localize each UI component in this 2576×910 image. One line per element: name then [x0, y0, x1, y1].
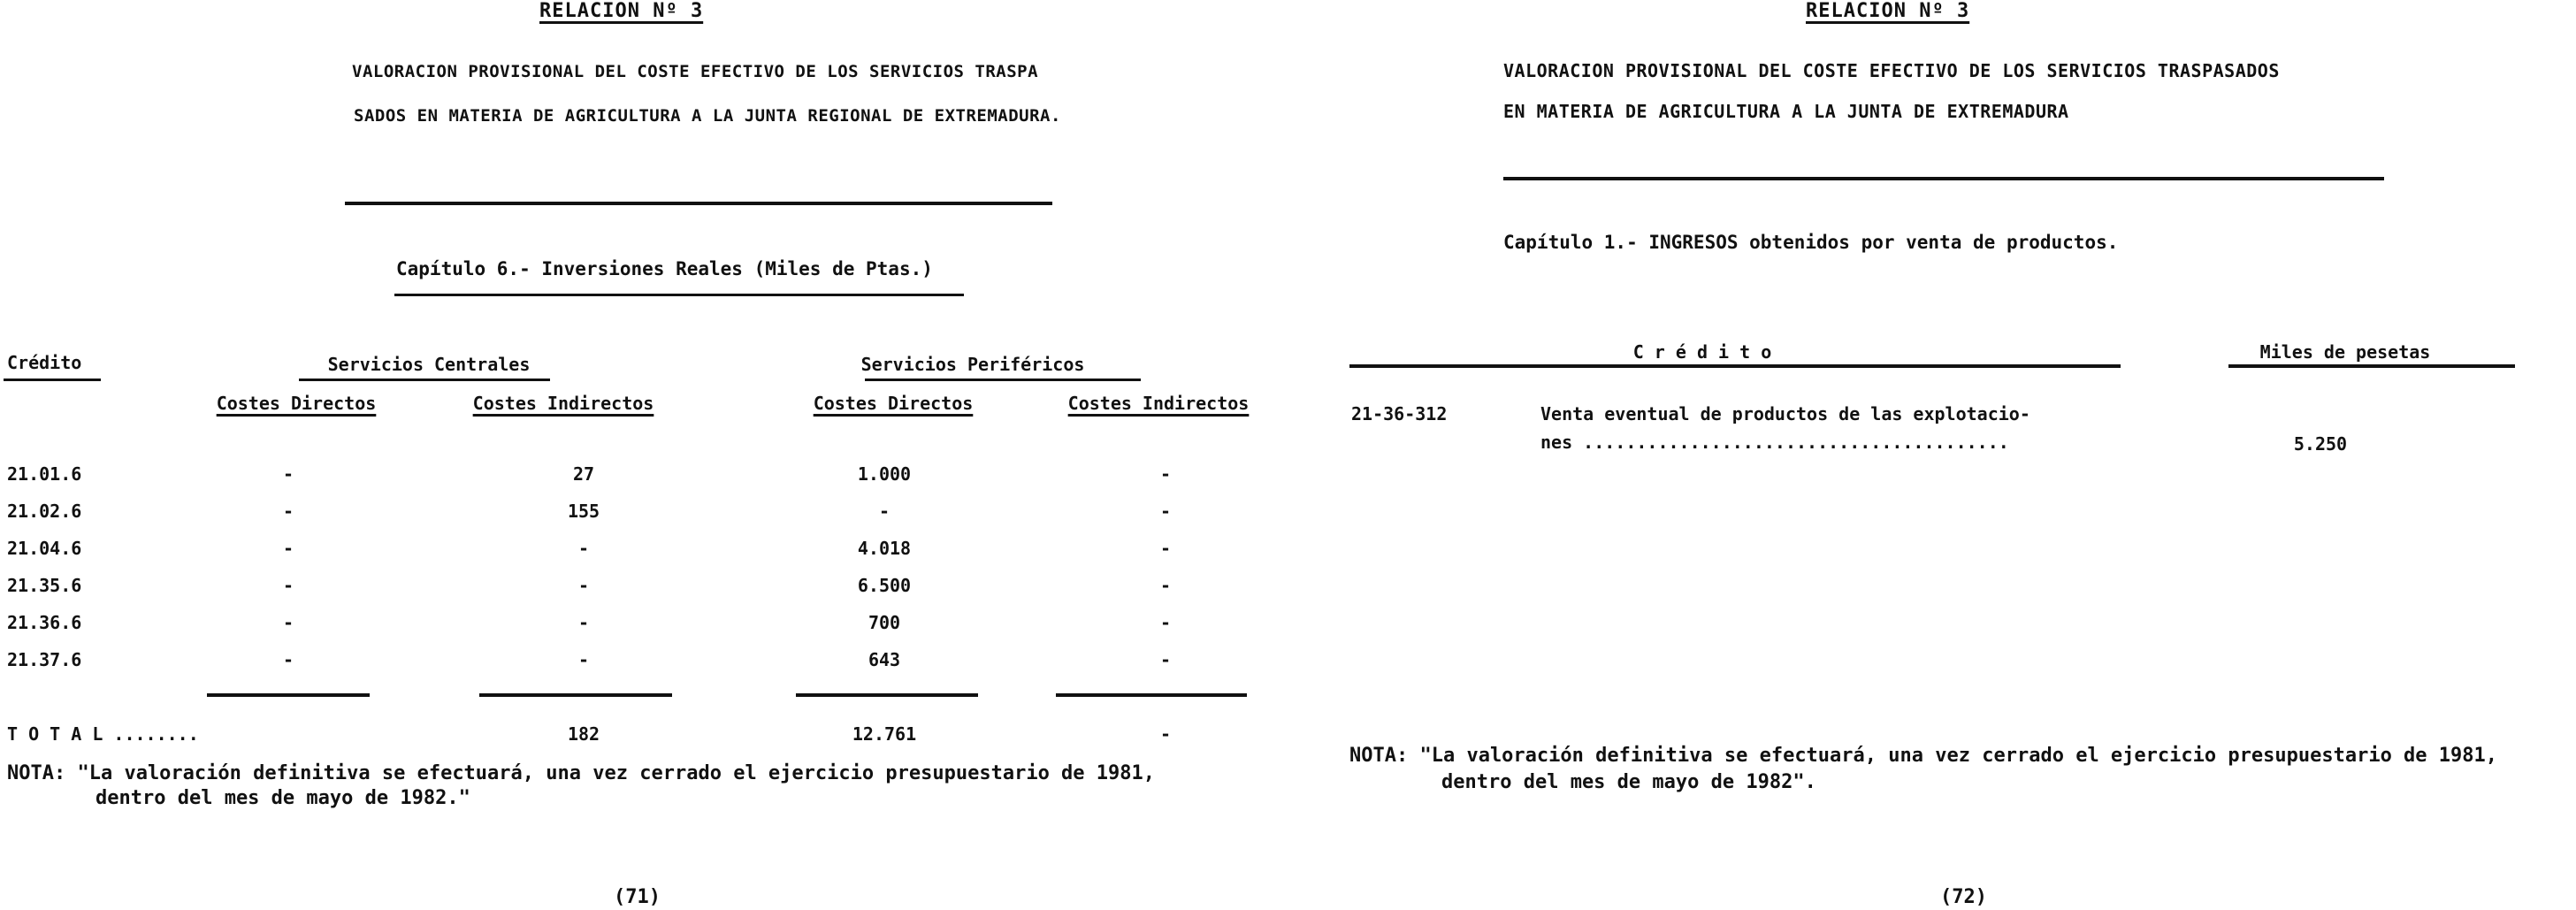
row-cd-central: -: [282, 538, 294, 559]
left-sum-rule-3: [796, 693, 978, 697]
left-group-centrales: Servicios Centrales: [327, 354, 531, 375]
left-sub-directos-perif: Costes Directos: [813, 393, 974, 414]
row-ci-central: -: [577, 538, 590, 559]
total-ci-perif: -: [1159, 723, 1172, 745]
row-ci-central: -: [577, 575, 590, 596]
right-nota-line1: NOTA: "La valoración definitiva se efectuará, una vez cerrado el ejercicio presupuestario de 1981,: [1349, 745, 2498, 767]
row-credito: 21.36.6: [7, 612, 82, 633]
left-title-rule: [345, 202, 1052, 205]
left-sub-directos-central: Costes Directos: [216, 393, 377, 414]
row-ci-central: 27: [572, 463, 595, 485]
row-cd-central: -: [282, 463, 294, 485]
left-centrales-rule: [299, 379, 550, 381]
left-relacion-heading: RELACION Nº 3: [539, 0, 704, 22]
right-chapter: Capítulo 1.- INGRESOS obtenidos por venta de productos.: [1503, 232, 2119, 253]
row-ci-perif: -: [1159, 463, 1172, 485]
row-cd-perif: 700: [868, 612, 901, 633]
right-title-line2: EN MATERIA DE AGRICULTURA A LA JUNTA DE EXTREMADURA: [1503, 101, 2069, 122]
row-code: 21-36-312: [1351, 403, 1448, 424]
right-col-miles: Miles de pesetas: [2259, 341, 2431, 363]
row-ci-central: -: [577, 649, 590, 670]
left-sum-rule-4: [1056, 693, 1247, 697]
row-credito: 21.02.6: [7, 501, 82, 522]
left-credito-rule: [4, 379, 101, 381]
row-ci-central: 155: [567, 501, 600, 522]
left-title-line2: SADOS EN MATERIA DE AGRICULTURA A LA JUNTA REGIONAL DE EXTREMADURA.: [354, 106, 1061, 126]
right-title-line1: VALORACION PROVISIONAL DEL COSTE EFECTIVO DE LOS SERVICIOS TRASPASADOS: [1503, 60, 2280, 81]
row-cd-perif: -: [878, 501, 891, 522]
right-miles-rule: [2228, 364, 2515, 368]
row-desc-line2: nes ........................................: [1540, 432, 2009, 453]
left-sub-indirectos-perif: Costes Indirectos: [1067, 393, 1250, 414]
row-cd-perif: 643: [868, 649, 901, 670]
row-ci-perif: -: [1159, 575, 1172, 596]
left-sum-rule-2: [479, 693, 672, 697]
row-credito: 21.35.6: [7, 575, 82, 596]
row-cd-central: -: [282, 649, 294, 670]
right-nota-line2: dentro del mes de mayo de 1982".: [1441, 771, 1816, 793]
row-ci-perif: -: [1159, 501, 1172, 522]
right-relacion-heading: RELACION Nº 3: [1806, 0, 1970, 22]
left-sub-indirectos-central: Costes Indirectos: [472, 393, 654, 414]
total-cd-perif: 12.761: [852, 723, 917, 745]
total-ci-central: 182: [567, 723, 600, 745]
row-credito: 21.01.6: [7, 463, 82, 485]
row-cd-central: -: [282, 575, 294, 596]
left-nota-line1: NOTA: "La valoración definitiva se efectuará, una vez cerrado el ejercicio presupuestario de 1981,: [7, 762, 1156, 784]
right-col-credito: C r é d i t o: [1632, 341, 1772, 363]
left-group-perifericos: Servicios Periféricos: [860, 354, 1085, 375]
left-chapter-rule: [394, 294, 964, 296]
row-cd-perif: 6.500: [857, 575, 912, 596]
row-ci-perif: -: [1159, 538, 1172, 559]
row-cd-central: -: [282, 612, 294, 633]
left-chapter: Capítulo 6.- Inversiones Reales (Miles de Ptas.): [396, 258, 933, 279]
left-sum-rule-1: [207, 693, 370, 697]
row-cd-perif: 1.000: [857, 463, 912, 485]
left-page-number: (71): [614, 886, 661, 908]
total-label: T O T A L ........: [7, 723, 199, 745]
right-page-number: (72): [1940, 886, 1987, 908]
row-desc-line1: Venta eventual de productos de las explotacio-: [1540, 403, 2030, 424]
left-perifericos-rule: [865, 379, 1141, 381]
row-credito: 21.37.6: [7, 649, 82, 670]
row-credito: 21.04.6: [7, 538, 82, 559]
row-cd-perif: 4.018: [857, 538, 912, 559]
row-ci-perif: -: [1159, 649, 1172, 670]
row-value: 5.250: [2293, 433, 2348, 455]
row-cd-central: -: [282, 501, 294, 522]
right-title-rule: [1503, 177, 2384, 180]
row-ci-central: -: [577, 612, 590, 633]
left-title-line1: VALORACION PROVISIONAL DEL COSTE EFECTIVO DE LOS SERVICIOS TRASPA: [352, 62, 1039, 81]
left-col-credito: Crédito: [7, 352, 82, 373]
right-credito-rule: [1349, 364, 2121, 368]
row-ci-perif: -: [1159, 612, 1172, 633]
left-nota-line2: dentro del mes de mayo de 1982.": [96, 787, 470, 809]
